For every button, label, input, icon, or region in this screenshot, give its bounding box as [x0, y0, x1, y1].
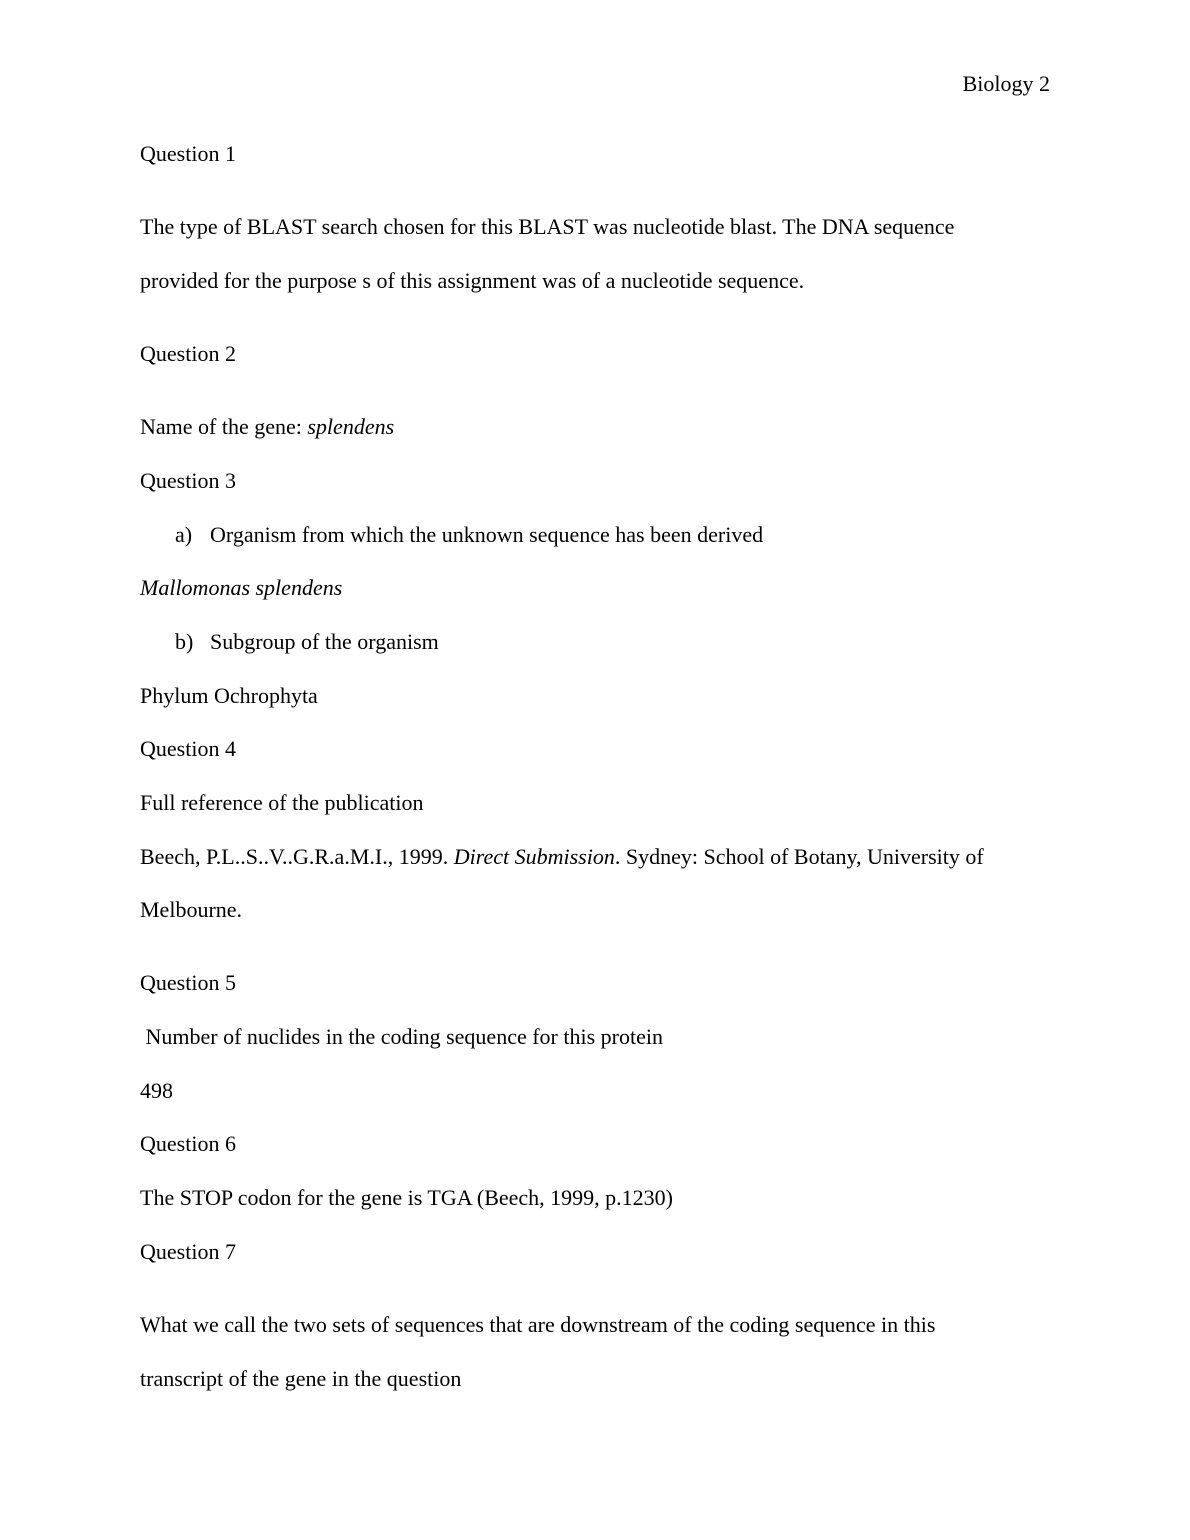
reference-authors: Beech, P.L..S..V..G.R.a.M.I., 1999.: [140, 844, 454, 869]
gene-name-label: Name of the gene:: [140, 414, 308, 439]
question-3-heading: Question 3: [140, 468, 236, 493]
question-1-heading: Question 1: [140, 141, 236, 166]
reference-publisher: . Sydney: School of Botany, University of: [614, 844, 984, 869]
reference-line-1: [140, 843, 984, 871]
list-item-a-text: Organism from which the unknown sequence has been derived: [210, 522, 764, 547]
gene-name-line: [140, 413, 394, 441]
list-item-b: [175, 628, 439, 656]
question-4-heading: Question 4: [140, 736, 236, 761]
question-7-line-1: What we call the two sets of sequences that are downstream of the coding sequence in this: [140, 1312, 936, 1337]
question-7-heading: Question 7: [140, 1239, 236, 1264]
subgroup-value: Phylum Ochrophyta: [140, 683, 318, 708]
question-1-answer-line-2: provided for the purpose s of this assignment was of a nucleotide sequence.: [140, 268, 805, 293]
list-item-a: [175, 521, 763, 549]
stop-codon-answer: The STOP codon for the gene is TGA (Beech, 1999, p.1230): [140, 1185, 674, 1210]
reference-label: Full reference of the publication: [140, 790, 424, 815]
question-5-heading: Question 5: [140, 970, 236, 995]
question-6-heading: Question 6: [140, 1131, 236, 1156]
organism-name: [140, 574, 342, 602]
list-marker-a: a): [175, 522, 193, 547]
reference-line-2: Melbourne.: [140, 897, 243, 922]
nuclide-count-value: 498: [140, 1078, 173, 1103]
organism-name-text: Mallomonas splendens: [140, 575, 343, 600]
nuclide-count-label: Number of nuclides in the coding sequence for this protein: [140, 1024, 663, 1049]
reference-title: Direct Submission: [453, 844, 615, 869]
question-1-answer-line-1: The type of BLAST search chosen for this BLAST was nucleotide blast. The DNA sequence: [140, 214, 955, 239]
question-2-heading: Question 2: [140, 341, 236, 366]
list-marker-b: b): [175, 629, 194, 654]
running-header: Biology 2: [962, 71, 1050, 96]
question-7-line-2: transcript of the gene in the question: [140, 1366, 462, 1391]
list-item-b-text: Subgroup of the organism: [210, 629, 439, 654]
gene-name-value: splendens: [307, 414, 395, 439]
